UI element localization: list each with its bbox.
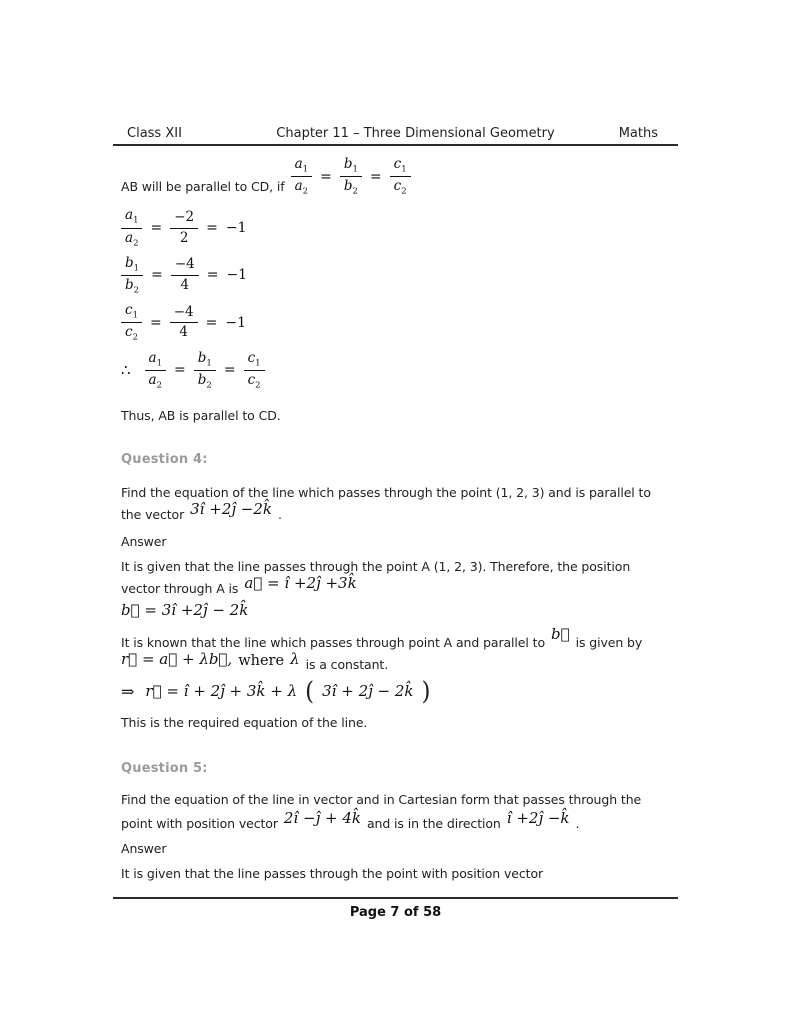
fraction-c1-c2 xyxy=(121,303,142,342)
frac-letter: a xyxy=(294,156,303,172)
therefore-line xyxy=(121,351,683,390)
fraction-a1-a2 xyxy=(291,157,312,196)
ratio-line-a xyxy=(121,208,683,247)
equals-sign: = xyxy=(223,362,236,379)
result-equation-line xyxy=(121,677,683,707)
page-footer xyxy=(113,897,678,920)
position-vector-expression: 2î −ĵ + 4k̂ xyxy=(283,808,361,827)
lambda-symbol: λ xyxy=(290,649,300,668)
vector-b-symbol: b⃗ xyxy=(551,624,570,643)
frac-sub: 2 xyxy=(133,238,139,249)
frac-letter: b xyxy=(197,371,207,388)
frac-sub: 1 xyxy=(401,164,407,175)
ratio-result: −1 xyxy=(225,220,247,237)
frac-sub: 1 xyxy=(255,358,261,369)
frac-sub: 1 xyxy=(352,164,358,175)
question-5-heading: Question 5: xyxy=(121,760,208,776)
frac-sub: 1 xyxy=(133,263,140,274)
frac-numerator: −4 xyxy=(170,305,198,324)
frac-letter: a xyxy=(148,349,157,366)
question-4-heading: Question 4: xyxy=(121,451,208,467)
frac-letter: c xyxy=(247,349,256,366)
q4-answer-line2-text: vector through A is xyxy=(121,580,239,596)
ratio-result: −1 xyxy=(225,314,246,331)
frac-sub: 1 xyxy=(302,164,309,175)
frac-sub: 2 xyxy=(401,186,407,197)
ratio-line-b xyxy=(121,256,683,295)
frac-letter: a xyxy=(294,178,303,195)
page-header xyxy=(113,126,678,146)
header-chapter-title: Chapter 11 – Three Dimensional Geometry xyxy=(276,126,555,141)
frac-sub: 2 xyxy=(302,186,309,197)
header-subject-label: Maths xyxy=(618,126,658,141)
period: . xyxy=(277,506,282,522)
result-equation-inner: 3î + 2ĵ − 2k̂ xyxy=(322,682,414,701)
fraction-value xyxy=(170,210,198,246)
ratio-chain xyxy=(145,351,265,390)
page-number-label: Page 7 of 58 xyxy=(349,905,442,920)
fraction-c1-c2 xyxy=(390,157,411,196)
direction-vector-expression: î +2ĵ −k̂ xyxy=(506,808,570,827)
frac-letter: a xyxy=(125,207,134,224)
frac-sub: 2 xyxy=(156,380,163,391)
where-word: where xyxy=(238,652,285,669)
frac-sub: 1 xyxy=(132,310,138,321)
frac-sub: 2 xyxy=(352,186,358,197)
frac-sub: 2 xyxy=(132,333,138,343)
frac-numerator: −2 xyxy=(170,210,198,229)
frac-sub: 2 xyxy=(133,285,140,296)
fraction-b1-b2 xyxy=(340,157,362,196)
q5-text-pre: point with position vector xyxy=(121,815,278,831)
r-equation-line xyxy=(121,649,683,674)
frac-denominator: 4 xyxy=(180,276,190,293)
vector-expression: 3î +2ĵ −2k̂ xyxy=(190,499,272,518)
period: . xyxy=(575,815,580,831)
fraction-value xyxy=(171,257,199,293)
frac-letter: c xyxy=(393,178,402,195)
frac-numerator: −4 xyxy=(171,257,199,276)
equals-sign: = xyxy=(174,362,186,379)
frac-letter: a xyxy=(125,229,134,246)
vector-b-equation: b⃗ = 3î +2ĵ − 2k̂ xyxy=(121,600,249,619)
fraction-a1-a2 xyxy=(121,208,142,247)
frac-letter: c xyxy=(393,156,402,172)
equals-sign: = xyxy=(149,314,162,331)
equals-sign: = xyxy=(206,220,218,237)
equals-sign: = xyxy=(151,267,163,284)
ratio-chain xyxy=(291,157,411,196)
frac-letter: b xyxy=(125,254,134,271)
frac-sub: 1 xyxy=(206,358,212,369)
q4-answer-line1: It is given that the line passes through the point A (1, 2, 3). Therefore, the position xyxy=(121,558,631,574)
equals-sign: = xyxy=(320,168,332,185)
q5-text-mid: and is in the direction xyxy=(366,815,501,831)
q5-answer-line1: It is given that the line passes through the point with position vector xyxy=(121,865,544,881)
ratio-line-c xyxy=(121,303,683,342)
frac-letter: c xyxy=(247,371,256,388)
fraction-a1-a2 xyxy=(145,351,166,390)
position-vector-a-equation: a⃗ = î +2ĵ +3k̂ xyxy=(244,573,357,592)
fraction-b1-b2 xyxy=(194,351,216,390)
frac-sub: 1 xyxy=(156,358,163,369)
frac-letter: b xyxy=(197,349,207,366)
q4-answer-line2 xyxy=(121,573,683,598)
frac-denominator: 2 xyxy=(179,229,189,246)
frac-sub: 1 xyxy=(133,216,139,227)
therefore-symbol: ∴ xyxy=(121,361,131,380)
frac-denominator: 4 xyxy=(179,324,188,341)
question-4-text-line1: Find the equation of the line which passes through the point (1, 2, 3) and is parallel to xyxy=(121,484,651,500)
q4-closing-statement: This is the required equation of the line. xyxy=(121,714,368,730)
q4-known-pre: It is known that the line which passes through point A and parallel to xyxy=(121,634,545,650)
fraction-c1-c2 xyxy=(244,351,265,390)
page-content xyxy=(121,157,683,883)
frac-letter: a xyxy=(148,371,157,388)
equals-sign: = xyxy=(205,314,218,331)
frac-letter: c xyxy=(125,302,133,319)
implies-symbol: ⇒ xyxy=(121,681,135,701)
frac-letter: b xyxy=(125,276,134,293)
r-equation: r⃗ = a⃗ + λb⃗, xyxy=(121,649,233,668)
equals-sign: = xyxy=(369,168,382,185)
constant-text: is a constant. xyxy=(305,656,389,672)
fraction-value xyxy=(170,305,198,341)
close-paren: ) xyxy=(421,677,431,707)
q4-known-post: is given by xyxy=(575,634,643,650)
answer-label: Answer xyxy=(121,840,167,856)
question-5-text-line1: Find the equation of the line in vector and in Cartesian form that passes through the xyxy=(121,791,642,807)
open-paren: ( xyxy=(305,677,315,707)
equals-sign: = xyxy=(150,220,163,237)
intro-text: AB will be parallel to CD, if xyxy=(121,179,285,195)
frac-letter: b xyxy=(343,178,353,195)
frac-letter: c xyxy=(125,324,133,341)
frac-sub: 2 xyxy=(206,380,212,391)
result-equation-pre: r⃗ = î + 2ĵ + 3k̂ + λ xyxy=(145,682,298,701)
answer-label: Answer xyxy=(121,533,167,549)
ratio-result: −1 xyxy=(226,267,248,284)
equals-sign: = xyxy=(206,267,219,284)
frac-sub: 2 xyxy=(255,380,261,391)
frac-letter: b xyxy=(343,156,353,172)
thus-statement: Thus, AB is parallel to CD. xyxy=(121,407,281,423)
question-4-text-pre: the vector xyxy=(121,506,185,522)
fraction-b1-b2 xyxy=(121,256,143,295)
header-class-label: Class XII xyxy=(127,126,182,141)
intro-line xyxy=(121,157,683,196)
question-5-text-line2 xyxy=(121,808,683,833)
question-4-text-line2 xyxy=(121,499,683,524)
